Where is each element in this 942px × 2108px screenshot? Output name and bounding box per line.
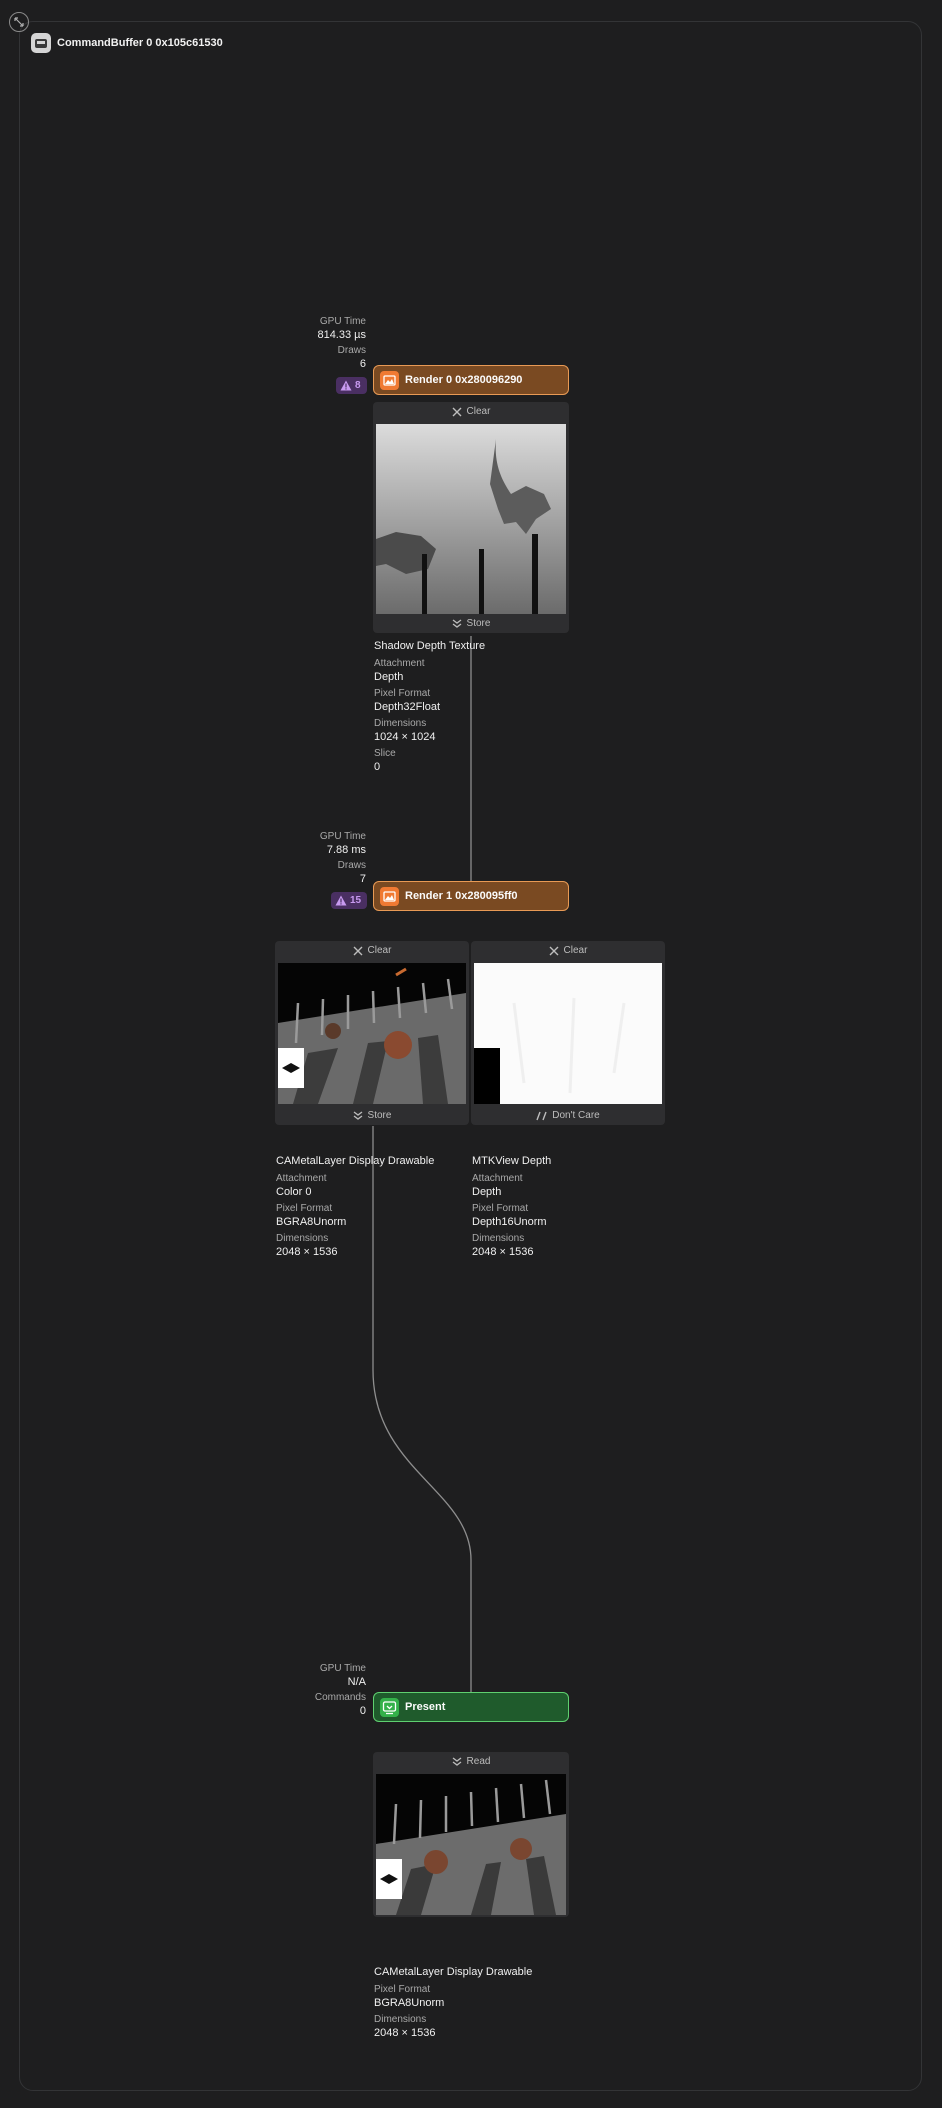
- prop-label: Dimensions: [374, 718, 427, 729]
- color-drawable-info: [276, 1154, 434, 1262]
- store-action: [373, 614, 569, 633]
- present-pass-label: Present: [405, 1701, 446, 1713]
- prop-label: Pixel Format: [276, 1203, 333, 1214]
- attachment-title: Shadow Depth Texture: [374, 640, 486, 652]
- color-drawable-thumbnail: [278, 963, 466, 1104]
- attachment-title: CAMetalLayer Display Drawable: [374, 1966, 533, 1978]
- store-icon: [353, 1111, 363, 1121]
- load-action: [373, 1752, 569, 1771]
- store-action-label: Store: [466, 618, 491, 629]
- prop-value: 2048 × 1536: [276, 1246, 338, 1258]
- store-action-label: Store: [367, 1110, 392, 1121]
- present-pass[interactable]: [373, 1692, 569, 1722]
- stat-label: GPU Time: [319, 1663, 366, 1674]
- prop-value: Depth: [374, 671, 404, 683]
- prop-label: Attachment: [374, 658, 425, 669]
- stat-value: N/A: [347, 1676, 366, 1688]
- render1-warning-badge[interactable]: [331, 892, 367, 909]
- store-icon: [452, 619, 462, 629]
- dont-care-icon: [536, 1111, 547, 1121]
- mtkview-depth-attachment[interactable]: [471, 941, 665, 1125]
- render-pass-label: Render 0 0x280096290: [405, 374, 523, 386]
- stat-label: Draws: [337, 860, 366, 871]
- load-action-label: Clear: [563, 945, 588, 956]
- command-buffer-icon: [31, 33, 51, 53]
- read-icon: [452, 1757, 462, 1767]
- render-pass-icon: [380, 371, 399, 390]
- prop-label: Attachment: [472, 1173, 523, 1184]
- stat-label: Commands: [314, 1692, 366, 1703]
- render-pass-0[interactable]: [373, 365, 569, 395]
- present-stats: [246, 1662, 366, 1720]
- prop-value: 2048 × 1536: [472, 1246, 534, 1258]
- prop-value: Depth32Float: [374, 701, 441, 713]
- render-pass-icon: [380, 887, 399, 906]
- shadow-depth-attachment[interactable]: [373, 402, 569, 633]
- load-action: [275, 941, 469, 960]
- stat-label: GPU Time: [319, 316, 366, 327]
- prop-value: BGRA8Unorm: [276, 1216, 347, 1228]
- clear-icon: [549, 946, 559, 956]
- stat-value: 0: [359, 1705, 366, 1717]
- clear-icon: [452, 407, 462, 417]
- shadow-depth-info: [374, 639, 485, 777]
- present-drawable-thumbnail: [376, 1774, 566, 1915]
- stat-value: 7.88 ms: [326, 844, 366, 856]
- prop-label: Slice: [374, 748, 396, 759]
- store-action: [471, 1106, 665, 1125]
- store-action: [275, 1106, 469, 1125]
- prop-value: 1024 × 1024: [374, 731, 436, 743]
- prop-value: BGRA8Unorm: [374, 1997, 445, 2009]
- prop-label: Attachment: [276, 1173, 327, 1184]
- attachment-title: MTKView Depth: [472, 1155, 552, 1167]
- stat-value: 6: [359, 358, 366, 370]
- render-pass-1[interactable]: [373, 881, 569, 911]
- present-drawable-info: [374, 1965, 532, 2043]
- warning-count: 15: [350, 895, 362, 906]
- attachment-title: CAMetalLayer Display Drawable: [276, 1155, 435, 1167]
- load-action: [373, 402, 569, 421]
- render-pass-label: Render 1 0x280095ff0: [405, 890, 518, 902]
- prop-label: Dimensions: [472, 1233, 525, 1244]
- color-drawable-attachment[interactable]: [275, 941, 469, 1125]
- prop-value: 0: [374, 761, 381, 773]
- present-icon: [380, 1698, 399, 1717]
- load-action: [471, 941, 665, 960]
- stat-label: GPU Time: [319, 831, 366, 842]
- prop-label: Dimensions: [374, 2014, 427, 2025]
- shadow-depth-thumbnail: [376, 424, 566, 614]
- mtkview-depth-info: [472, 1154, 551, 1262]
- render0-stats: [246, 315, 366, 373]
- warning-icon: [340, 380, 352, 391]
- clear-icon: [353, 946, 363, 956]
- render1-stats: [246, 830, 366, 888]
- command-buffer-title[interactable]: CommandBuffer 0 0x105c61530: [57, 37, 223, 49]
- collapse-icon[interactable]: [9, 12, 29, 32]
- stat-value: 7: [359, 873, 366, 885]
- prop-value: Depth: [472, 1186, 502, 1198]
- mtkview-depth-thumbnail: [474, 963, 662, 1104]
- load-action-label: Clear: [367, 945, 392, 956]
- prop-label: Dimensions: [276, 1233, 329, 1244]
- warning-icon: [335, 895, 347, 906]
- prop-label: Pixel Format: [374, 688, 431, 699]
- load-action-label: Clear: [466, 406, 491, 417]
- prop-value: Depth16Unorm: [472, 1216, 547, 1228]
- warning-count: 8: [355, 380, 361, 391]
- load-action-label: Read: [466, 1756, 491, 1767]
- render0-warning-badge[interactable]: [336, 377, 367, 394]
- prop-label: Pixel Format: [374, 1984, 431, 1995]
- prop-value: Color 0: [276, 1186, 312, 1198]
- store-action-label: Don't Care: [552, 1110, 600, 1121]
- present-drawable-attachment[interactable]: [373, 1752, 569, 1917]
- prop-label: Pixel Format: [472, 1203, 529, 1214]
- stat-value: 814.33 µs: [317, 329, 366, 341]
- prop-value: 2048 × 1536: [374, 2027, 436, 2039]
- stat-label: Draws: [337, 345, 366, 356]
